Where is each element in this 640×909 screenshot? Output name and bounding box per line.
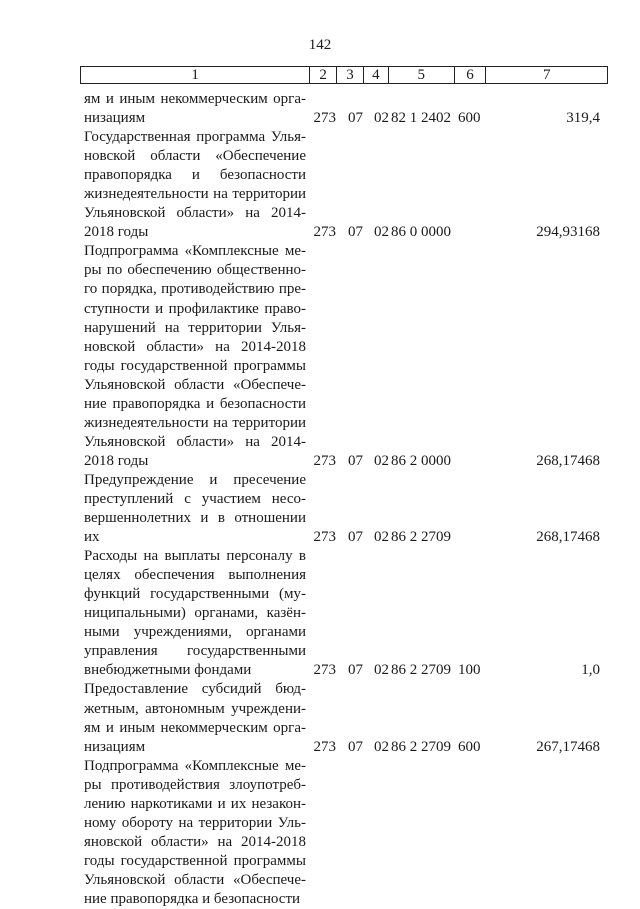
row-description: [80, 242, 310, 471]
table-body: [80, 90, 608, 909]
table-row: [80, 90, 608, 128]
description-line: годы государственной программы: [84, 852, 306, 869]
col-5-value: 86 0 0000: [391, 224, 451, 241]
description-line: Ульяновской области «Обеспече-: [84, 376, 306, 393]
col-4-value: 02: [374, 529, 389, 546]
description-line: 2018 годы: [84, 224, 149, 241]
col-5-value: 86 2 2709: [391, 529, 451, 546]
description-line: ры противодействия злоупотреб-: [84, 776, 306, 793]
description-line: ям и иным некоммерческим орга-: [84, 91, 306, 107]
description-line: целях обеспечения выполнения: [84, 567, 306, 584]
header-col-4: 4: [364, 67, 389, 83]
col-3-value: 07: [348, 110, 363, 127]
col-3-value: 07: [348, 529, 363, 546]
col-5-value: 86 2 2709: [391, 738, 451, 755]
description-line: яновской области» на 2014-2018: [84, 833, 306, 850]
description-line: функций государственными (му-: [84, 586, 306, 603]
header-col-5: 5: [389, 67, 455, 83]
row-description: [80, 547, 310, 680]
description-line: жизнедеятельности на территории: [84, 414, 306, 431]
col-5-value: 86 2 0000: [391, 452, 451, 469]
col-6-value: 600: [458, 738, 481, 755]
description-line: жетным, автономным учреждени-: [84, 700, 306, 717]
header-col-1: 1: [81, 67, 310, 83]
description-line: Государственная программа Улья-: [84, 129, 306, 146]
col-4-value: 02: [374, 110, 389, 127]
header-col-6: 6: [455, 67, 487, 83]
col-2-value: 273: [313, 110, 336, 127]
col-2-value: 273: [313, 662, 336, 679]
col-3-value: 07: [348, 224, 363, 241]
description-line: Ульяновской области «Обеспече-: [84, 871, 306, 888]
table-row: [80, 547, 608, 680]
description-line: ры по обеспечению общественно-: [84, 262, 306, 279]
description-line: ному обороту на территории Уль-: [84, 814, 306, 831]
description-line: низациям: [84, 738, 146, 755]
table-row: [80, 757, 608, 909]
description-line: ступности и профилактике право-: [84, 300, 306, 317]
description-line: жизнедеятельности на территории: [84, 186, 306, 203]
col-5-value: 82 1 2402: [391, 110, 451, 127]
description-line: ние правопорядка и безопасности: [84, 890, 301, 907]
col-7-value: 268,17468: [536, 452, 600, 469]
description-line: 2018 годы: [84, 452, 149, 469]
col-2-value: 273: [313, 529, 336, 546]
description-line: ниципальными) органами, казён-: [84, 605, 306, 622]
col-7-value: 319,4: [566, 110, 600, 127]
description-line: Подпрограмма «Комплексные ме-: [84, 757, 306, 774]
col-4-value: 02: [374, 224, 389, 241]
col-7-value: 1,0: [581, 662, 600, 679]
header-col-7: 7: [542, 67, 551, 83]
description-line: нарушений на территории Улья-: [84, 319, 306, 336]
col-3-value: 07: [348, 738, 363, 755]
col-2-value: 273: [313, 224, 336, 241]
col-3-value: 07: [348, 452, 363, 469]
col-2-value: 273: [313, 738, 336, 755]
page-number: 142: [308, 37, 332, 53]
description-line: годы государственной программы: [84, 357, 306, 374]
description-line: ными учреждениями, органами: [84, 624, 306, 641]
col-6-value: 600: [458, 110, 481, 127]
description-line: Расходы на выплаты персоналу в: [84, 548, 306, 565]
description-line: управления государственными: [84, 643, 306, 660]
table-header: [80, 66, 608, 84]
description-line: лению наркотиками и их незакон-: [84, 795, 306, 812]
description-line: вершеннолетних и в отношении: [84, 510, 306, 527]
table-row: [80, 471, 608, 547]
description-line: правопорядка и безопасности: [84, 167, 306, 184]
table-row: [80, 680, 608, 756]
col-7-value: 268,17468: [536, 529, 600, 546]
description-line: Предупреждение и пресечение: [84, 471, 306, 488]
description-line: преступлений с участием несо-: [84, 490, 306, 507]
description-line: внебюджетными фондами: [84, 662, 252, 679]
description-line: Ульяновской области» на 2014-: [84, 205, 306, 222]
description-line: ям и иным некоммерческим орга-: [84, 719, 306, 736]
col-4-value: 02: [374, 738, 389, 755]
description-line: Подпрограмма «Комплексные ме-: [84, 243, 306, 260]
col-2-value: 273: [313, 452, 336, 469]
description-line: го порядка, противодействию пре-: [84, 281, 306, 298]
header-col-3: 3: [337, 67, 364, 83]
header-col-2: 2: [310, 67, 337, 83]
row-description: [80, 757, 310, 909]
description-line: Ульяновской области» на 2014-: [84, 433, 306, 450]
col-5-value: 86 2 2709: [391, 662, 451, 679]
row-description: [80, 680, 310, 756]
row-description: [80, 128, 310, 242]
row-description: [80, 471, 310, 547]
description-line: низациям: [84, 110, 146, 127]
col-7-value: 294,93168: [536, 224, 600, 241]
description-line: Предоставление субсидий бюд-: [84, 681, 306, 698]
table-row: [80, 242, 608, 471]
col-4-value: 02: [374, 452, 389, 469]
col-6-value: 100: [458, 662, 481, 679]
description-line: новской области «Обеспечение: [84, 148, 306, 165]
description-line: новской области» на 2014-2018: [84, 338, 306, 355]
description-line: ние правопорядка и безопасности: [84, 395, 306, 412]
description-line: их: [84, 529, 100, 546]
col-4-value: 02: [374, 662, 389, 679]
table-row: [80, 128, 608, 242]
col-7-value: 267,17468: [536, 738, 600, 755]
row-description: [80, 90, 310, 128]
col-3-value: 07: [348, 662, 363, 679]
